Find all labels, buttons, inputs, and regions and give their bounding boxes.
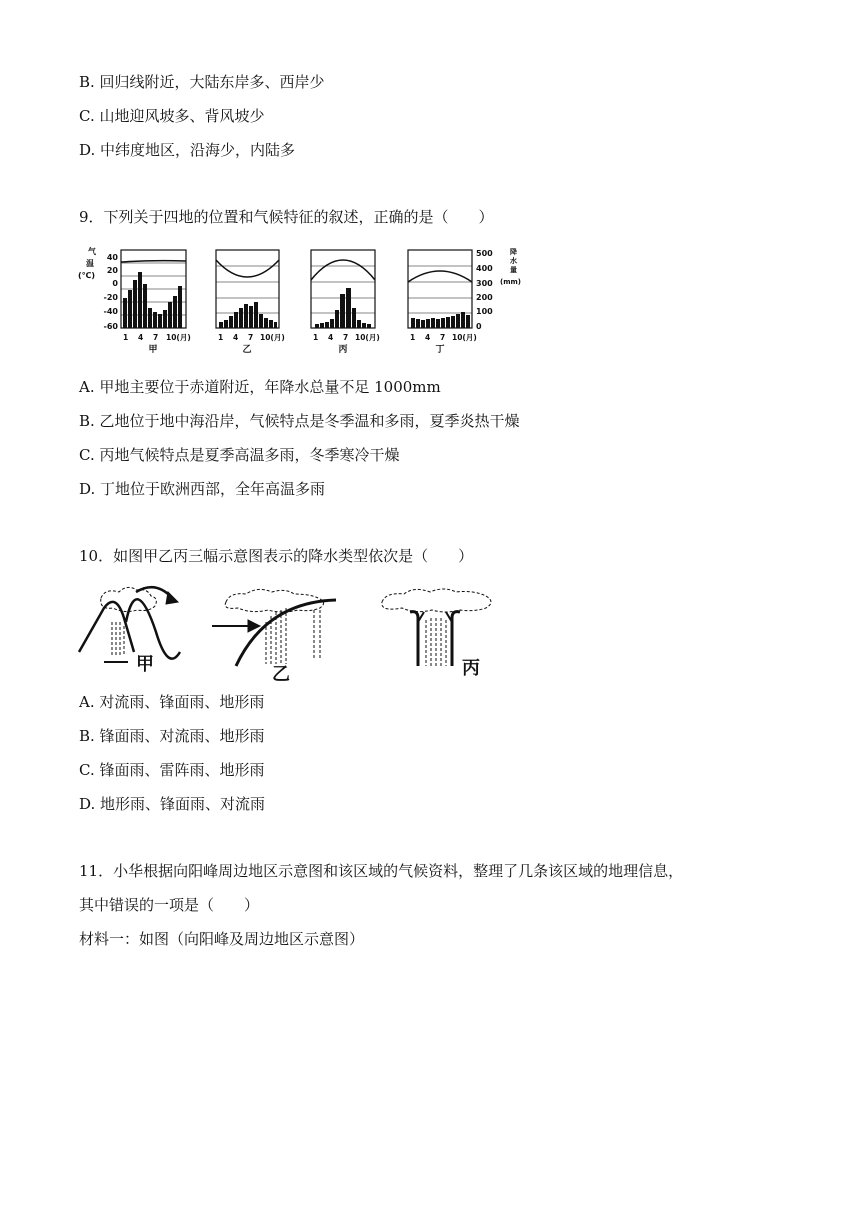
q11-stem-line1: 11．小华根据向阳峰周边地区示意图和该区域的气候资料，整理了几条该区域的地理信息， xyxy=(79,862,684,880)
q9-option-b: B. 乙地位于地中海沿岸，气候特点是冬季温和多雨，夏季炎热干燥 xyxy=(79,412,520,430)
q11-material: 材料一：如图（向阳峰及周边地区示意图） xyxy=(79,930,365,948)
temp-tick: -60 xyxy=(103,322,118,331)
month-tick: 7 xyxy=(153,333,159,342)
panel-yi xyxy=(216,250,279,328)
q10-option-a: A. 对流雨、锋面雨、地形雨 xyxy=(79,693,265,711)
q8-option-b: B. 回归线附近，大陆东岸多、西岸少 xyxy=(79,73,325,91)
panel-bing xyxy=(311,250,375,328)
diagram-label-yi: 乙 xyxy=(272,664,290,684)
month-tick: 10(月) xyxy=(260,333,285,342)
q10-stem: 10．如图甲乙丙三幅示意图表示的降水类型依次是（ ） xyxy=(79,547,474,565)
month-tick: 4 xyxy=(138,333,144,342)
panel-jia xyxy=(121,250,186,328)
month-tick: 10(月) xyxy=(452,333,477,342)
q10-option-d: D. 地形雨、锋面雨、对流雨 xyxy=(79,795,266,813)
q9-climate-charts-figure xyxy=(76,242,538,360)
temp-tick: 0 xyxy=(112,279,118,288)
panel-label-ding: 丁 xyxy=(435,345,445,355)
diagram-yi xyxy=(212,589,336,666)
precip-tick: 300 xyxy=(476,279,493,288)
panel-label-yi: 乙 xyxy=(242,345,252,355)
temp-tick: 20 xyxy=(106,266,118,275)
q11-stem-line2: 其中错误的一项是（ ） xyxy=(79,896,260,914)
month-tick: 7 xyxy=(248,333,254,342)
month-tick: 1 xyxy=(313,333,319,342)
month-tick: 4 xyxy=(328,333,334,342)
month-tick: 1 xyxy=(123,333,129,342)
temp-tick: -40 xyxy=(103,307,118,316)
precip-tick: 100 xyxy=(476,307,493,316)
temp-axis-title: 气温(℃) xyxy=(78,247,96,280)
q8-option-d: D. 中纬度地区，沿海少，内陆多 xyxy=(79,141,296,159)
temp-tick: -20 xyxy=(103,293,118,302)
precip-tick: 400 xyxy=(476,264,493,273)
month-tick: 7 xyxy=(440,333,446,342)
q10-option-b: B. 锋面雨、对流雨、地形雨 xyxy=(79,727,265,745)
q9-option-a: A. 甲地主要位于赤道附近，年降水总量不足 1000mm xyxy=(79,378,441,396)
month-tick: 7 xyxy=(343,333,349,342)
precip-tick: 0 xyxy=(476,322,482,331)
diagram-bing xyxy=(382,589,491,666)
month-tick: 4 xyxy=(233,333,239,342)
q9-option-d: D. 丁地位于欧洲西部，全年高温多雨 xyxy=(79,480,326,498)
temp-tick: 40 xyxy=(106,253,118,262)
q9-stem: 9．下列关于四地的位置和气候特征的叙述，正确的是（ ） xyxy=(79,208,494,226)
q9-option-c: C. 丙地气候特点是夏季高温多雨，冬季寒冷干燥 xyxy=(79,446,400,464)
q10-precipitation-types-figure xyxy=(76,582,498,684)
panel-ding xyxy=(408,250,472,328)
month-tick: 10(月) xyxy=(166,333,191,342)
month-tick: 10(月) xyxy=(355,333,380,342)
month-tick: 1 xyxy=(218,333,224,342)
precip-axis-title: 降水量(mm) xyxy=(500,248,521,286)
month-tick: 1 xyxy=(410,333,416,342)
q10-option-c: C. 锋面雨、雷阵雨、地形雨 xyxy=(79,761,265,779)
month-tick: 4 xyxy=(425,333,431,342)
panel-label-bing: 丙 xyxy=(338,345,348,355)
precip-tick: 200 xyxy=(476,293,493,302)
diagram-jia xyxy=(79,587,180,662)
q8-option-c: C. 山地迎风坡多、背风坡少 xyxy=(79,107,265,125)
precip-tick: 500 xyxy=(476,249,493,258)
diagram-label-jia: 甲 xyxy=(136,654,154,675)
panel-label-jia: 甲 xyxy=(148,345,158,355)
diagram-label-bing: 丙 xyxy=(462,658,480,679)
